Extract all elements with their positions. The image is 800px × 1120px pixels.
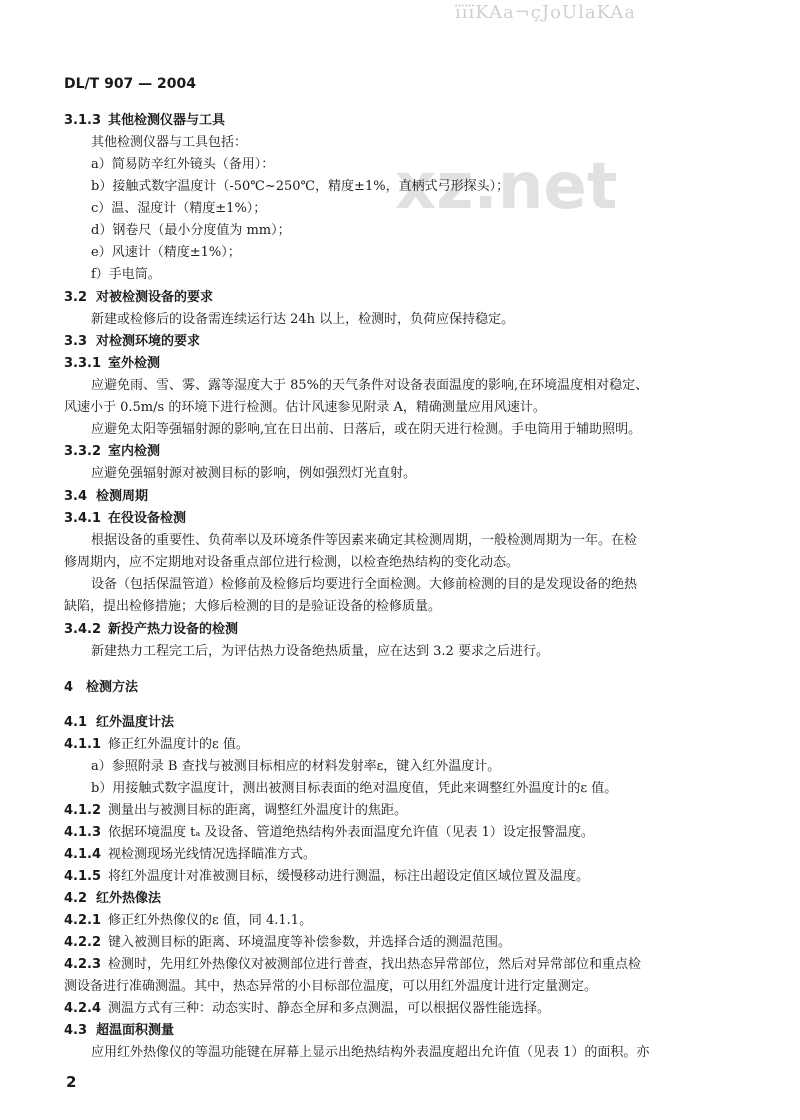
body-text-line [91,311,514,329]
body-text-line [91,465,416,483]
line-text: 将红外温度计对准被测目标，缓慢移动进行测温，标注出超设定值区域位置及温度。 [108,869,590,884]
line-text: 测设备进行准确测温。其中，热态异常的小目标部位温度，可以用红外温度计进行定量测定。 [64,979,598,994]
clause-number: 3.3.2 [64,444,102,459]
line-text: 键入被测目标的距离、环境温度等补偿参数，并选择合适的测温范围。 [108,935,512,950]
body-text-line [64,736,249,754]
body-text-line [64,802,407,820]
body-text-line [64,956,641,974]
line-text: a）参照附录 B 查找与被测目标相应的材料发射率ε，键入红外温度计。 [91,759,501,774]
clause-number: 3.2 [64,290,88,305]
clause-number: 4 [64,680,74,695]
center-watermark: xz.net [395,150,618,224]
body-text-line [91,244,241,262]
clause-number: 4.3 [64,1023,88,1038]
heading-text: 新投产热力设备的检测 [108,622,239,637]
line-text: 视检测现场光线情况选择瞄准方式。 [108,847,317,862]
line-text: d）钢卷尺（最小分度值为 mm）； [91,223,291,238]
body-text-line [91,377,648,395]
line-text: 测量出与被测目标的距离，调整红外温度计的焦距。 [108,803,408,818]
clause-number: 4.2.3 [64,957,102,972]
heading-text: 检测周期 [96,489,149,504]
heading-text: 室内检测 [108,444,161,459]
clause-number: 4.2.2 [64,935,102,950]
clause-number: 4.1.5 [64,869,102,884]
heading-text: 检测方法 [86,680,139,695]
line-text: f）手电筒。 [91,267,161,282]
body-text-line [91,266,161,284]
body-text-line [91,758,500,776]
body-text-line [64,846,316,864]
body-text-line [91,156,274,174]
body-text-line [64,399,546,417]
body-text-line [64,598,441,616]
body-text-line [64,912,312,930]
line-text: 其他检测仪器与工具包括： [91,135,248,150]
heading-text: 对被检测设备的要求 [96,290,214,305]
line-text: 应避免太阳等强辐射源的影响,宜在日出前、日落后，或在阴天进行检测。手电筒用于辅助照明。 [91,422,642,437]
top-watermark: ïïïKAa¬çJoUlaKAa [455,2,637,23]
body-text-line [91,780,617,798]
line-text: 修周期内，应不定期地对设备重点部位进行检测，以检查绝热结构的变化动态。 [64,555,520,570]
section-heading [64,890,161,908]
clause-number: 3.3.1 [64,356,102,371]
body-text-line [91,643,549,661]
line-text: 新建或检修后的设备需连续运行达 24h 以上，检测时，负荷应保持稳定。 [91,312,515,327]
section-heading [64,1022,174,1040]
line-text: 风速小于 0.5m/s 的环境下进行检测。估计风速参见附录 A，精确测量应用风速计。 [64,400,546,415]
line-text: 测温方式有三种：动态实时、静态全屏和多点测温，可以根据仪器性能选择。 [108,1001,551,1016]
heading-text: 室外检测 [108,356,161,371]
line-text: a）简易防辛红外镜头（备用）： [91,157,275,172]
body-text-line [91,222,291,240]
body-text-line [64,554,519,572]
line-text: 应避免强辐射源对被测目标的影响，例如强烈灯光直射。 [91,466,417,481]
clause-number: 4.1.3 [64,825,102,840]
line-text: 应避免雨、雪、雾、露等湿度大于 85%的天气条件对设备表面温度的影响,在环境温度相对稳定、 [91,378,649,393]
line-text: b）接触式数字温度计（-50℃~250℃，精度±1%，直柄式弓形探头）； [91,179,510,194]
body-text-line [91,576,637,594]
section-heading [64,488,148,506]
section-heading [64,443,160,461]
clause-number: 4.1 [64,715,88,730]
line-text: 缺陷，提出检修措施；大修后检测的目的是验证设备的检修质量。 [64,599,442,614]
heading-text: 对检测环境的要求 [96,334,201,349]
clause-number: 4.2.4 [64,1001,102,1016]
clause-number: 3.1.3 [64,113,102,128]
line-text: e）风速计（精度±1%）； [91,245,241,260]
body-text-line [91,134,247,152]
body-text-line [64,868,589,886]
line-text: 设备（包括保温管道）检修前及检修后均要进行全面检测。大修前检测的目的是发现设备的绝热 [91,577,638,592]
section-heading [64,289,213,307]
section-heading [64,333,200,351]
body-text-line [91,200,266,218]
body-text-line [91,178,509,196]
body-text-line [91,532,637,550]
clause-number: 4.1.4 [64,847,102,862]
section-heading [64,355,160,373]
line-text: 新建热力工程完工后，为评估热力设备绝热质量，应在达到 3.2 要求之后进行。 [91,644,549,659]
line-text: 修正红外温度计的ε 值。 [108,737,249,752]
body-text-line [64,978,597,996]
clause-number: 3.4.2 [64,622,102,637]
clause-number: 3.4 [64,489,88,504]
clause-number: 4.1.1 [64,737,102,752]
section-heading [64,510,186,528]
line-text: 修正红外热像仪的ε 值，同 4.1.1。 [108,913,313,928]
body-text-line [64,934,511,952]
section-heading [64,714,174,732]
line-text: c）温、湿度计（精度±1%）； [91,201,267,216]
body-text-line [64,824,594,842]
heading-text: 红外热像法 [96,891,162,906]
heading-text: 其他检测仪器与工具 [108,113,226,128]
line-text: 根据设备的重要性、负荷率以及环境条件等因素来确定其检测周期，一般检测周期为一年。在检 [91,533,638,548]
clause-number: 4.2 [64,891,88,906]
section-heading [64,621,238,639]
body-text-line [91,421,641,439]
clause-number: 3.4.1 [64,511,102,526]
clause-number: 4.2.1 [64,913,102,928]
line-text: 依据环境温度 tₐ 及设备、管道绝热结构外表面温度允许值（见表 1）设定报警温度。 [108,825,594,840]
line-text: b）用接触式数字温度计，测出被测目标表面的绝对温度值，凭此来调整红外温度计的ε 值。 [91,781,618,796]
line-text: 检测时，先用红外热像仪对被测部位进行普查，找出热态异常部位，然后对异常部位和重点检 [108,957,642,972]
section-heading [64,112,225,130]
body-text-line [64,1000,550,1018]
standard-header: DL/T 907 — 2004 [64,76,197,92]
line-text: 应用红外热像仪的等温功能键在屏幕上显示出绝热结构外表温度超出允许值（见表 1）的面积。亦 [91,1045,650,1060]
heading-text: 在役设备检测 [108,511,187,526]
heading-text: 超温面积测量 [96,1023,175,1038]
clause-number: 3.3 [64,334,88,349]
heading-text: 红外温度计法 [96,715,175,730]
body-text-line [91,1044,649,1062]
section-heading [64,679,138,697]
page-number: 2 [66,1073,77,1091]
clause-number: 4.1.2 [64,803,102,818]
